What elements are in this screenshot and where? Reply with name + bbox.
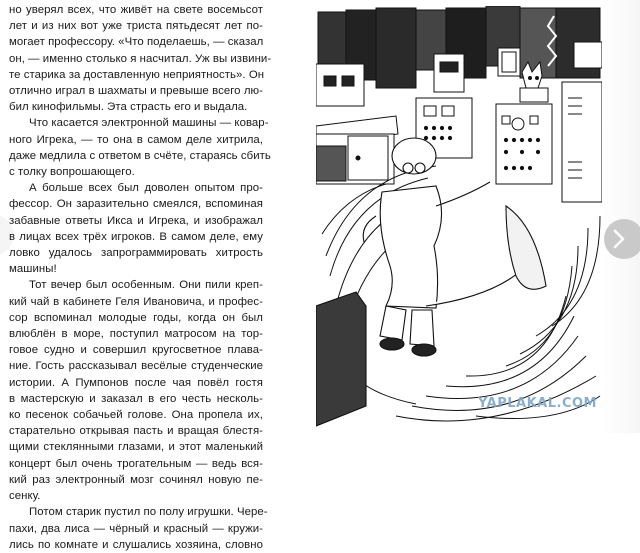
text-line: концерт был очень трогательным — ведь вся-	[9, 457, 263, 470]
text-line: говое судно и совершил кругосветное плава-	[9, 344, 263, 357]
text-line: А больше всех был доволен опытом про-	[29, 182, 263, 195]
text-line: сенку.	[9, 490, 41, 503]
text-line: даже медлила с ответом в счёте, стараясь сбить	[9, 149, 271, 162]
text-line: Что касается электронной машины — ковар-	[29, 117, 269, 130]
text-line: сор вспоминал молодые годы, когда он был	[9, 311, 263, 324]
text-line: истории. А Пумпонов после чая повёл гостя	[9, 376, 263, 389]
text-line: он, — именно столько я насчитал. Уж вы извини-	[9, 52, 272, 65]
book-text-column	[9, 2, 272, 553]
text-line: кий чай в кабинете Геля Ивановича, и профес-	[9, 295, 263, 308]
text-line: те старика за доставленную неприятность». Он	[9, 68, 265, 81]
text-line: но уверял всех, что живёт на свете восемьсот	[9, 4, 263, 16]
text-line: ко песенок собачьей голове. Она пропела их,	[9, 409, 263, 422]
text-line: ного Игрека, — то она в самом деле хитрила,	[9, 133, 263, 146]
text-line: старательно открывая пасть и вращая блестя-	[9, 425, 263, 438]
next-page-button[interactable]	[604, 219, 640, 259]
text-line: лет и из них вот уже триста пятьдесят лет по-	[9, 20, 263, 33]
text-line: лись по комнате и слушались хозяина, словно	[9, 538, 263, 551]
text-line: ловко удалось запрограммировать хитрость	[9, 247, 263, 260]
watermark: YAPLAKAL.COM	[478, 396, 597, 411]
text-line: в лицах всех трёх игроков. В самом деле, ему	[9, 230, 263, 243]
text-line: машины!	[9, 263, 57, 276]
text-line: с толку вопрошающего.	[9, 166, 135, 179]
book-illustration	[316, 6, 602, 433]
text-line: бил кинофильмы. Эта страсть его и выдала.	[9, 101, 248, 114]
chevron-right-icon	[612, 229, 626, 249]
text-line: пахи, два лиса — чёрный и красный — кружи-	[9, 522, 263, 535]
text-line: Тот вечер был особенным. Они пили креп-	[29, 279, 263, 292]
text-line: могает профессору. «Что поделаешь, — сказал	[9, 36, 264, 49]
text-line: влюблён в море, поступил матросом на тор-	[9, 328, 263, 341]
text-line: кий раз электронный мозг сочинял новую пе-	[9, 473, 263, 486]
edge-shade	[602, 0, 640, 433]
illustration-image	[316, 6, 602, 433]
text-line: в мастерскую и заказал в его честь несколь-	[9, 392, 263, 405]
text-line: ние. Гость рассказывал весёлые студенческие	[9, 360, 263, 373]
text-line: Потом старик пустил по полу игрушки. Чере-	[29, 506, 268, 519]
text-line: забавные ответы Икса и Игрека, и изображал	[9, 214, 263, 227]
text-line: щими стеклянными глазами, и этот маленький	[9, 441, 263, 454]
text-line: фессор. Он заразительно смеялся, вспоминая	[9, 198, 263, 211]
text-line: отлично играл в шахматы и превыше всего лю-	[9, 85, 263, 98]
